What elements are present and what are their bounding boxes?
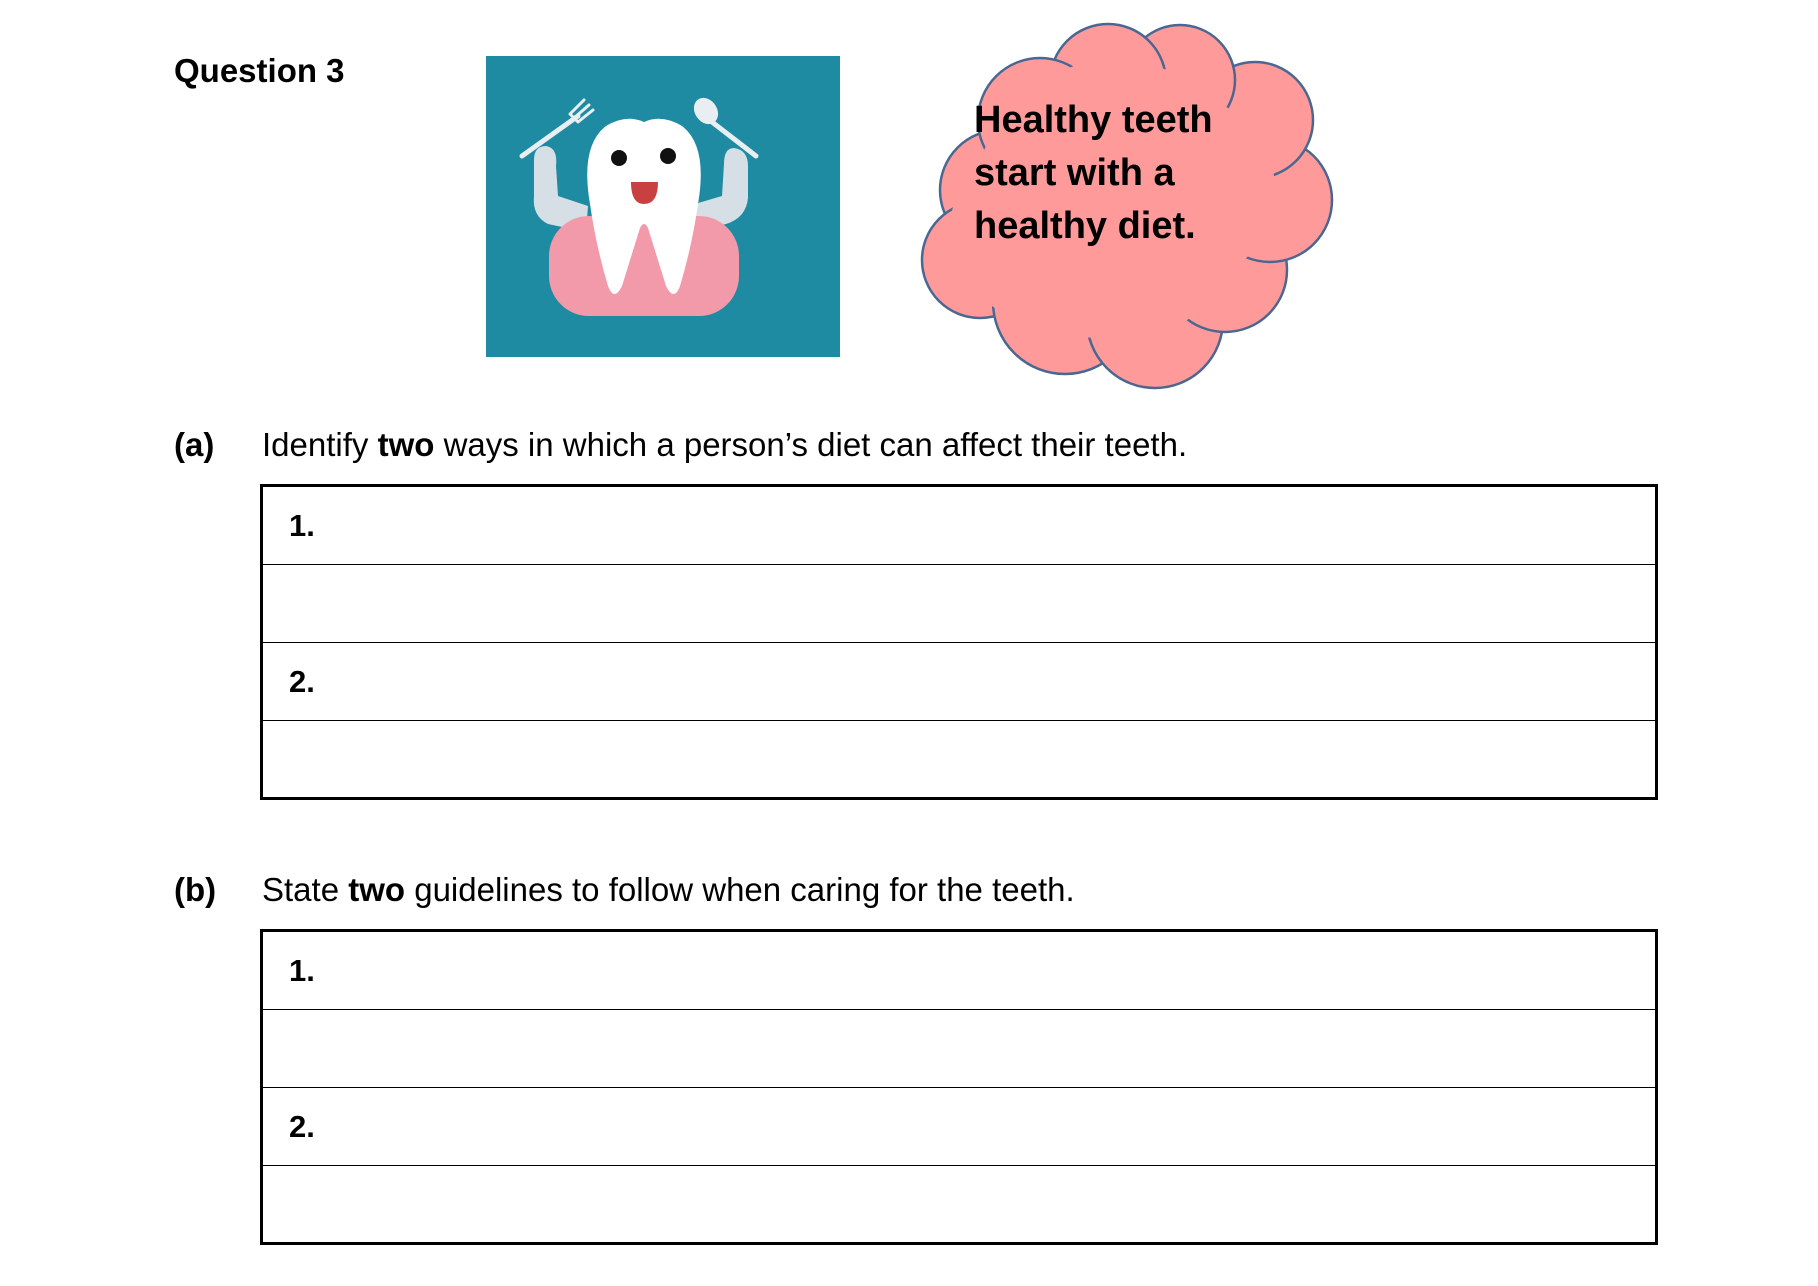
part-a-letter: (a) (174, 426, 215, 463)
cloud-line-1: Healthy teeth (974, 99, 1213, 141)
cloud-line-2: start with a (974, 152, 1175, 194)
answer-line[interactable] (263, 1010, 1655, 1088)
answer-number: 2. (289, 1109, 315, 1144)
part-a-prompt (174, 424, 1187, 466)
part-b-letter: (b) (174, 871, 217, 908)
part-a-emphasis: two (377, 426, 435, 463)
part-b-text-before: State (262, 871, 349, 908)
answer-number: 1. (289, 953, 315, 988)
part-b-emphasis: two (348, 871, 406, 908)
cloud-line-3: healthy diet. (974, 205, 1196, 247)
answer-line[interactable] (263, 1088, 1655, 1166)
part-a-text-after: ways in which a person’s diet can affect their teeth. (434, 426, 1188, 463)
answer-line[interactable] (263, 1166, 1655, 1244)
answer-line[interactable] (263, 721, 1655, 799)
part-b-prompt (174, 869, 1075, 911)
answer-number: 2. (289, 664, 315, 699)
tooth-illustration (486, 56, 840, 357)
part-a-text-before: Identify (262, 426, 378, 463)
tooth-with-fork-and-spoon-icon (486, 56, 840, 357)
part-a-answer-box[interactable] (260, 484, 1658, 800)
answer-number: 1. (289, 508, 315, 543)
answer-line[interactable] (263, 487, 1655, 565)
answer-line[interactable] (263, 565, 1655, 643)
cloud-message (974, 94, 1274, 253)
part-b-answer-box[interactable] (260, 929, 1658, 1245)
question-title: Question 3 (174, 52, 345, 89)
speech-cloud (880, 20, 1340, 392)
answer-line[interactable] (263, 932, 1655, 1010)
part-b-text-after: guidelines to follow when caring for the teeth. (405, 871, 1075, 908)
answer-line[interactable] (263, 643, 1655, 721)
